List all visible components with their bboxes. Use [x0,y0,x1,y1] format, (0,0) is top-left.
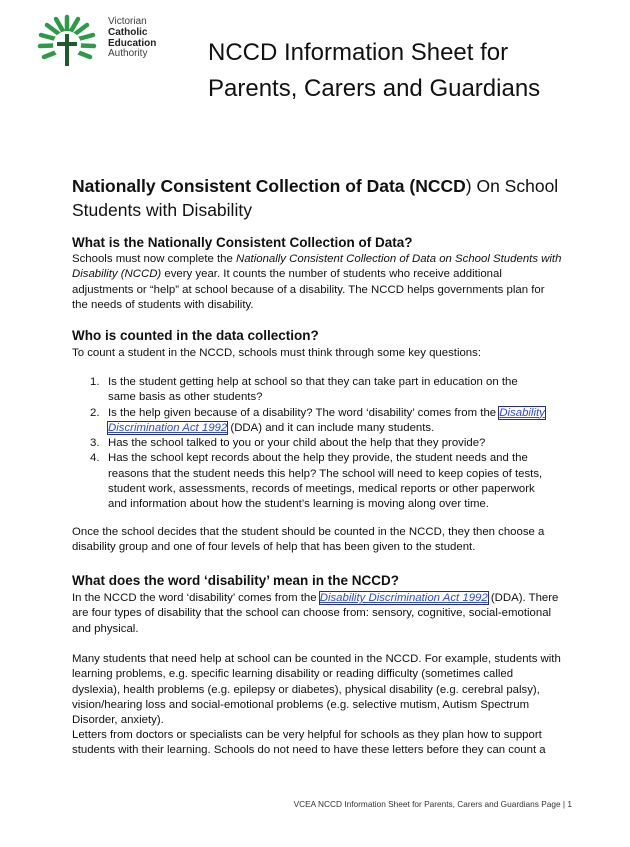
document-title [208,35,608,107]
list-item-number: 4. [90,452,100,465]
section-3-text-b: (DDA). There are four types of disability that the school can choose from: sensory, cognitive, social-emotional and physical. [72,592,559,635]
key-questions-list [90,375,545,513]
main-heading-rest: ) On School Students with Disability [72,176,559,220]
list-item-text: Is the help given because of a disability? The word ‘disability’ comes from the [108,406,500,419]
section-1-paragraph [72,252,562,313]
section-3-title: What does the word ‘disability’ mean in the NCCD? [72,573,400,588]
section-2-intro: To count a student in the NCCD, schools must think through some key questions: [72,347,482,359]
page-footer: VCEA NCCD Information Sheet for Parents, Carers and Guardians Page | 1 [293,799,572,809]
list-item [90,406,545,437]
list-item-number: 3. [90,437,100,450]
logo-wordmark [108,17,156,60]
section-1-text-a: Schools must now complete the [72,253,236,265]
document-title-line-2: Parents, Carers and Guardians [208,75,541,102]
main-heading [72,174,562,222]
document-title-line-1: NCCD Information Sheet for [208,39,509,66]
list-item-number: 1. [90,376,100,388]
list-item-text: Is the student getting help at school so that they can take part in education on the same basis as other students? [108,376,518,404]
logo-line-3: Education [108,37,157,49]
section-3-paragraph-1 [72,591,562,637]
section-3-paragraph-2: Many students that need help at school can be counted in the NCCD. For example, students with learning problems, e.g. specific learning disability or reading difficulty (sometimes called dyslexia), health problems (e.g. epilepsy or diabetes), physical disability (e.g. cerebral palsy), vision/hearing loss and social-emotional problems (e.g. selective mutism, Autism Spectrum Disorder, anxiety). [72,653,561,727]
list-item-text-b: (DDA) and it can include many students. [227,421,435,434]
main-heading-bold: Nationally Consistent Collection of Data (NCCD [72,176,466,196]
section-3-text-a: In the NCCD the word ‘disability’ comes from the [72,592,320,604]
section-3-paragraph-3: Letters from doctors or specialists can be very helpful for schools as they plan how to support students with their learning. Schools do not need to have these letters before they can count a [72,729,546,757]
dda-link[interactable]: Disability Discrimination Act 1992 [108,406,545,434]
list-item-text: Has the school talked to you or your child about the help that they provide? [108,437,486,450]
dda-link[interactable]: Disability Discrimination Act 1992 [319,592,488,604]
list-item [90,451,545,512]
list-item [90,375,545,406]
section-2-closing: Once the school decides that the student should be counted in the NCCD, they then choose a disability group and one of four levels of help that has been given to the student. [72,526,545,554]
list-item-number: 2. [90,406,100,419]
logo-line-2: Catholic [108,26,148,38]
vcea-logo [36,14,176,72]
vcea-emblem-icon [36,14,98,70]
logo-line-1: Victorian [108,16,147,27]
section-1-italic: Nationally Consistent Collection of Data on School Students with Disability (NCCD) [72,253,562,281]
section-1-text-b: every year. It counts the number of students who receive additional adjustments or “help” at school because of a disability. The NCCD helps governments plan for the needs of students with disability. [72,268,545,311]
list-item [90,436,545,451]
logo-line-4: Authority [108,48,148,60]
section-1-title: What is the Nationally Consistent Collection of Data? [72,235,413,250]
section-2-title: Who is counted in the data collection? [72,328,319,343]
list-item-text: Has the school kept records about the help they provide, the student needs and the reasons that the student needs this help? The school will need to keep copies of tests, student work, assessments, records of meetings, medical reports or other paperwork and information about how the student’s learning is moving along over time. [108,452,543,511]
